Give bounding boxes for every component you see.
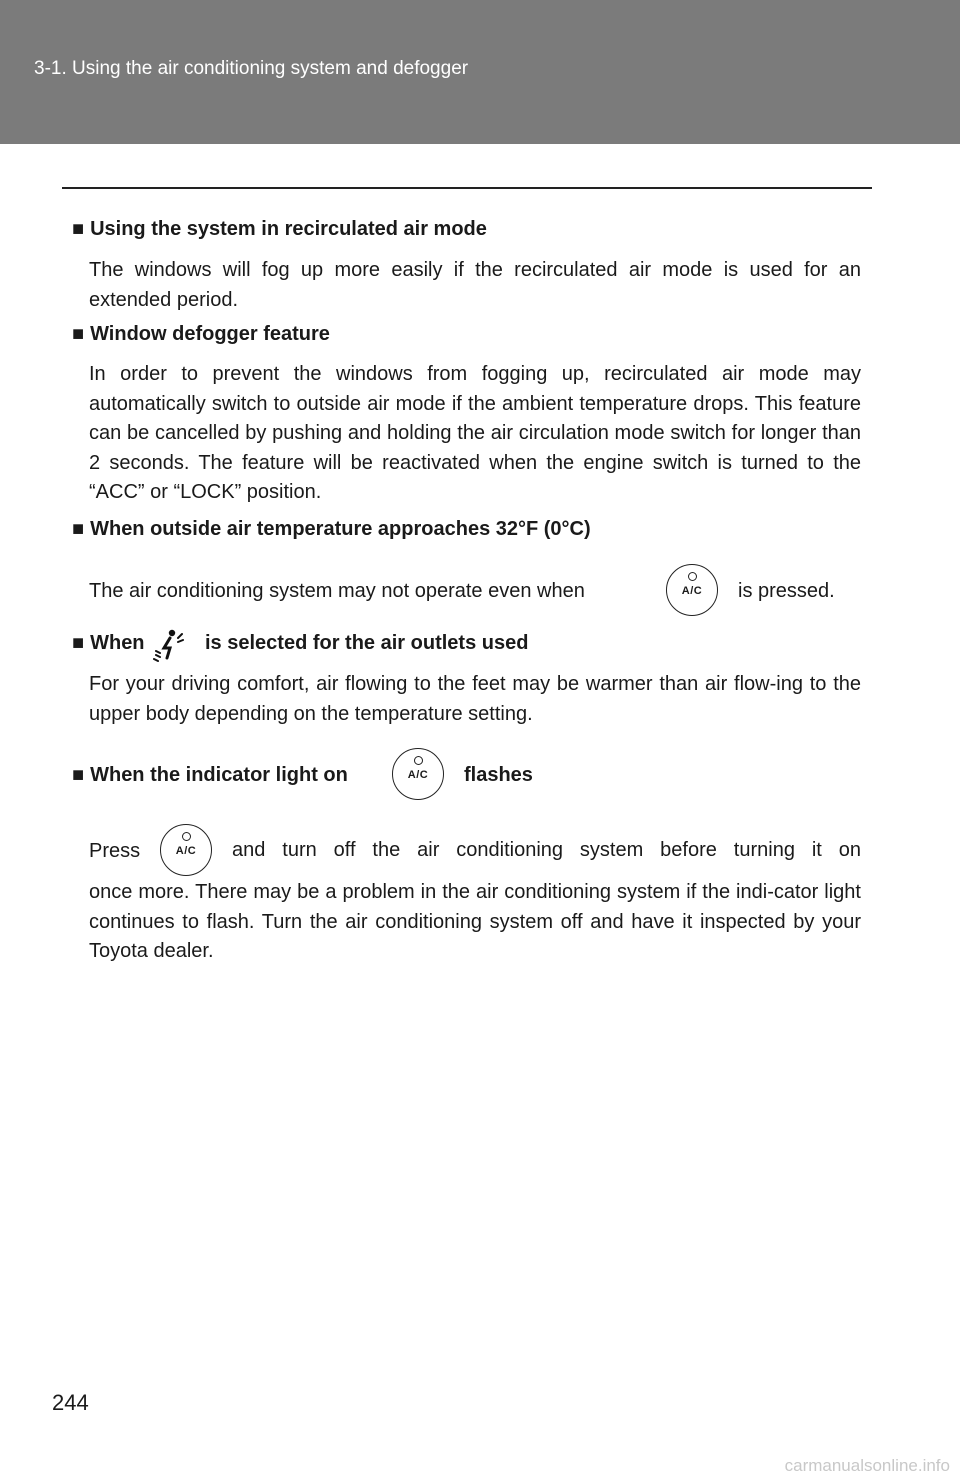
- paragraph-outside-air-temperature: The air conditioning system may not operate even when: [89, 580, 585, 602]
- ac-button-icon: A/C: [160, 824, 212, 876]
- paragraph-recirculated-air-mode: The windows will fog up more easily if the recirculated air mode is used for an extended period.: [89, 259, 861, 311]
- indicator-light-icon: [182, 832, 191, 841]
- divider: [62, 187, 872, 189]
- paragraph-window-defogger-feature: In order to prevent the windows from fogging up, recirculated air mode may automatically switch to outside air mode if the ambient temperature drops. This feature can be cancelled by pushing and holding the air circulation mode switch for longer than 2 seconds. The feature will be reactivated when the engine switch is turned to the “ACC” or “LOCK” position.: [89, 363, 861, 503]
- ac-button-icon: A/C: [666, 564, 718, 616]
- section-title: 3-1. Using the air conditioning system and defogger: [34, 58, 469, 79]
- indicator-light-icon: [688, 572, 697, 581]
- ac-button-icon: A/C: [392, 748, 444, 800]
- paragraph-feet-outlet-selected: For your driving comfort, air flowing to the feet may be warmer than air flow-ing to the upper body depending on the temperature setting.: [89, 673, 861, 725]
- page-number: 244: [52, 1390, 89, 1415]
- heading-feet-outlet-selected-end: is selected for the air outlets used: [205, 632, 529, 654]
- bullet-square-icon: ■: [72, 632, 85, 654]
- heading-window-defogger-feature: ■ Window defogger feature: [72, 323, 330, 345]
- bullet-square-icon: ■: [72, 323, 85, 345]
- heading-recirculated-air-mode: ■ Using the system in recirculated air mode: [72, 218, 487, 240]
- heading-indicator-light-flashes-end: flashes: [464, 764, 533, 786]
- heading-indicator-light-flashes: ■ When the indicator light on: [72, 764, 348, 786]
- indicator-light-icon: [414, 756, 423, 765]
- chapter-header: [0, 0, 960, 144]
- bullet-square-icon: ■: [72, 518, 85, 540]
- paragraph-indicator-light-flashes: once more. There may be a problem in the air conditioning system if the indi-cator light continues to flash. Turn the air conditioning system off and have it inspected by your Toyota dealer.: [89, 881, 861, 962]
- paragraph-indicator-light-press: Press: [89, 840, 141, 862]
- bullet-square-icon: ■: [72, 764, 85, 786]
- paragraph-indicator-light-first-line: and turn off the air conditioning system before turning it on: [232, 839, 861, 861]
- heading-outside-air-temperature: ■ When outside air temperature approaches 32°F (0°C): [72, 518, 591, 540]
- paragraph-outside-air-temperature-end: is pressed.: [738, 580, 835, 602]
- watermark: carmanualsonline.info: [784, 1456, 950, 1475]
- heading-feet-outlet-selected: ■ When: [72, 632, 145, 654]
- feet-airflow-icon: [150, 628, 186, 662]
- bullet-square-icon: ■: [72, 218, 85, 240]
